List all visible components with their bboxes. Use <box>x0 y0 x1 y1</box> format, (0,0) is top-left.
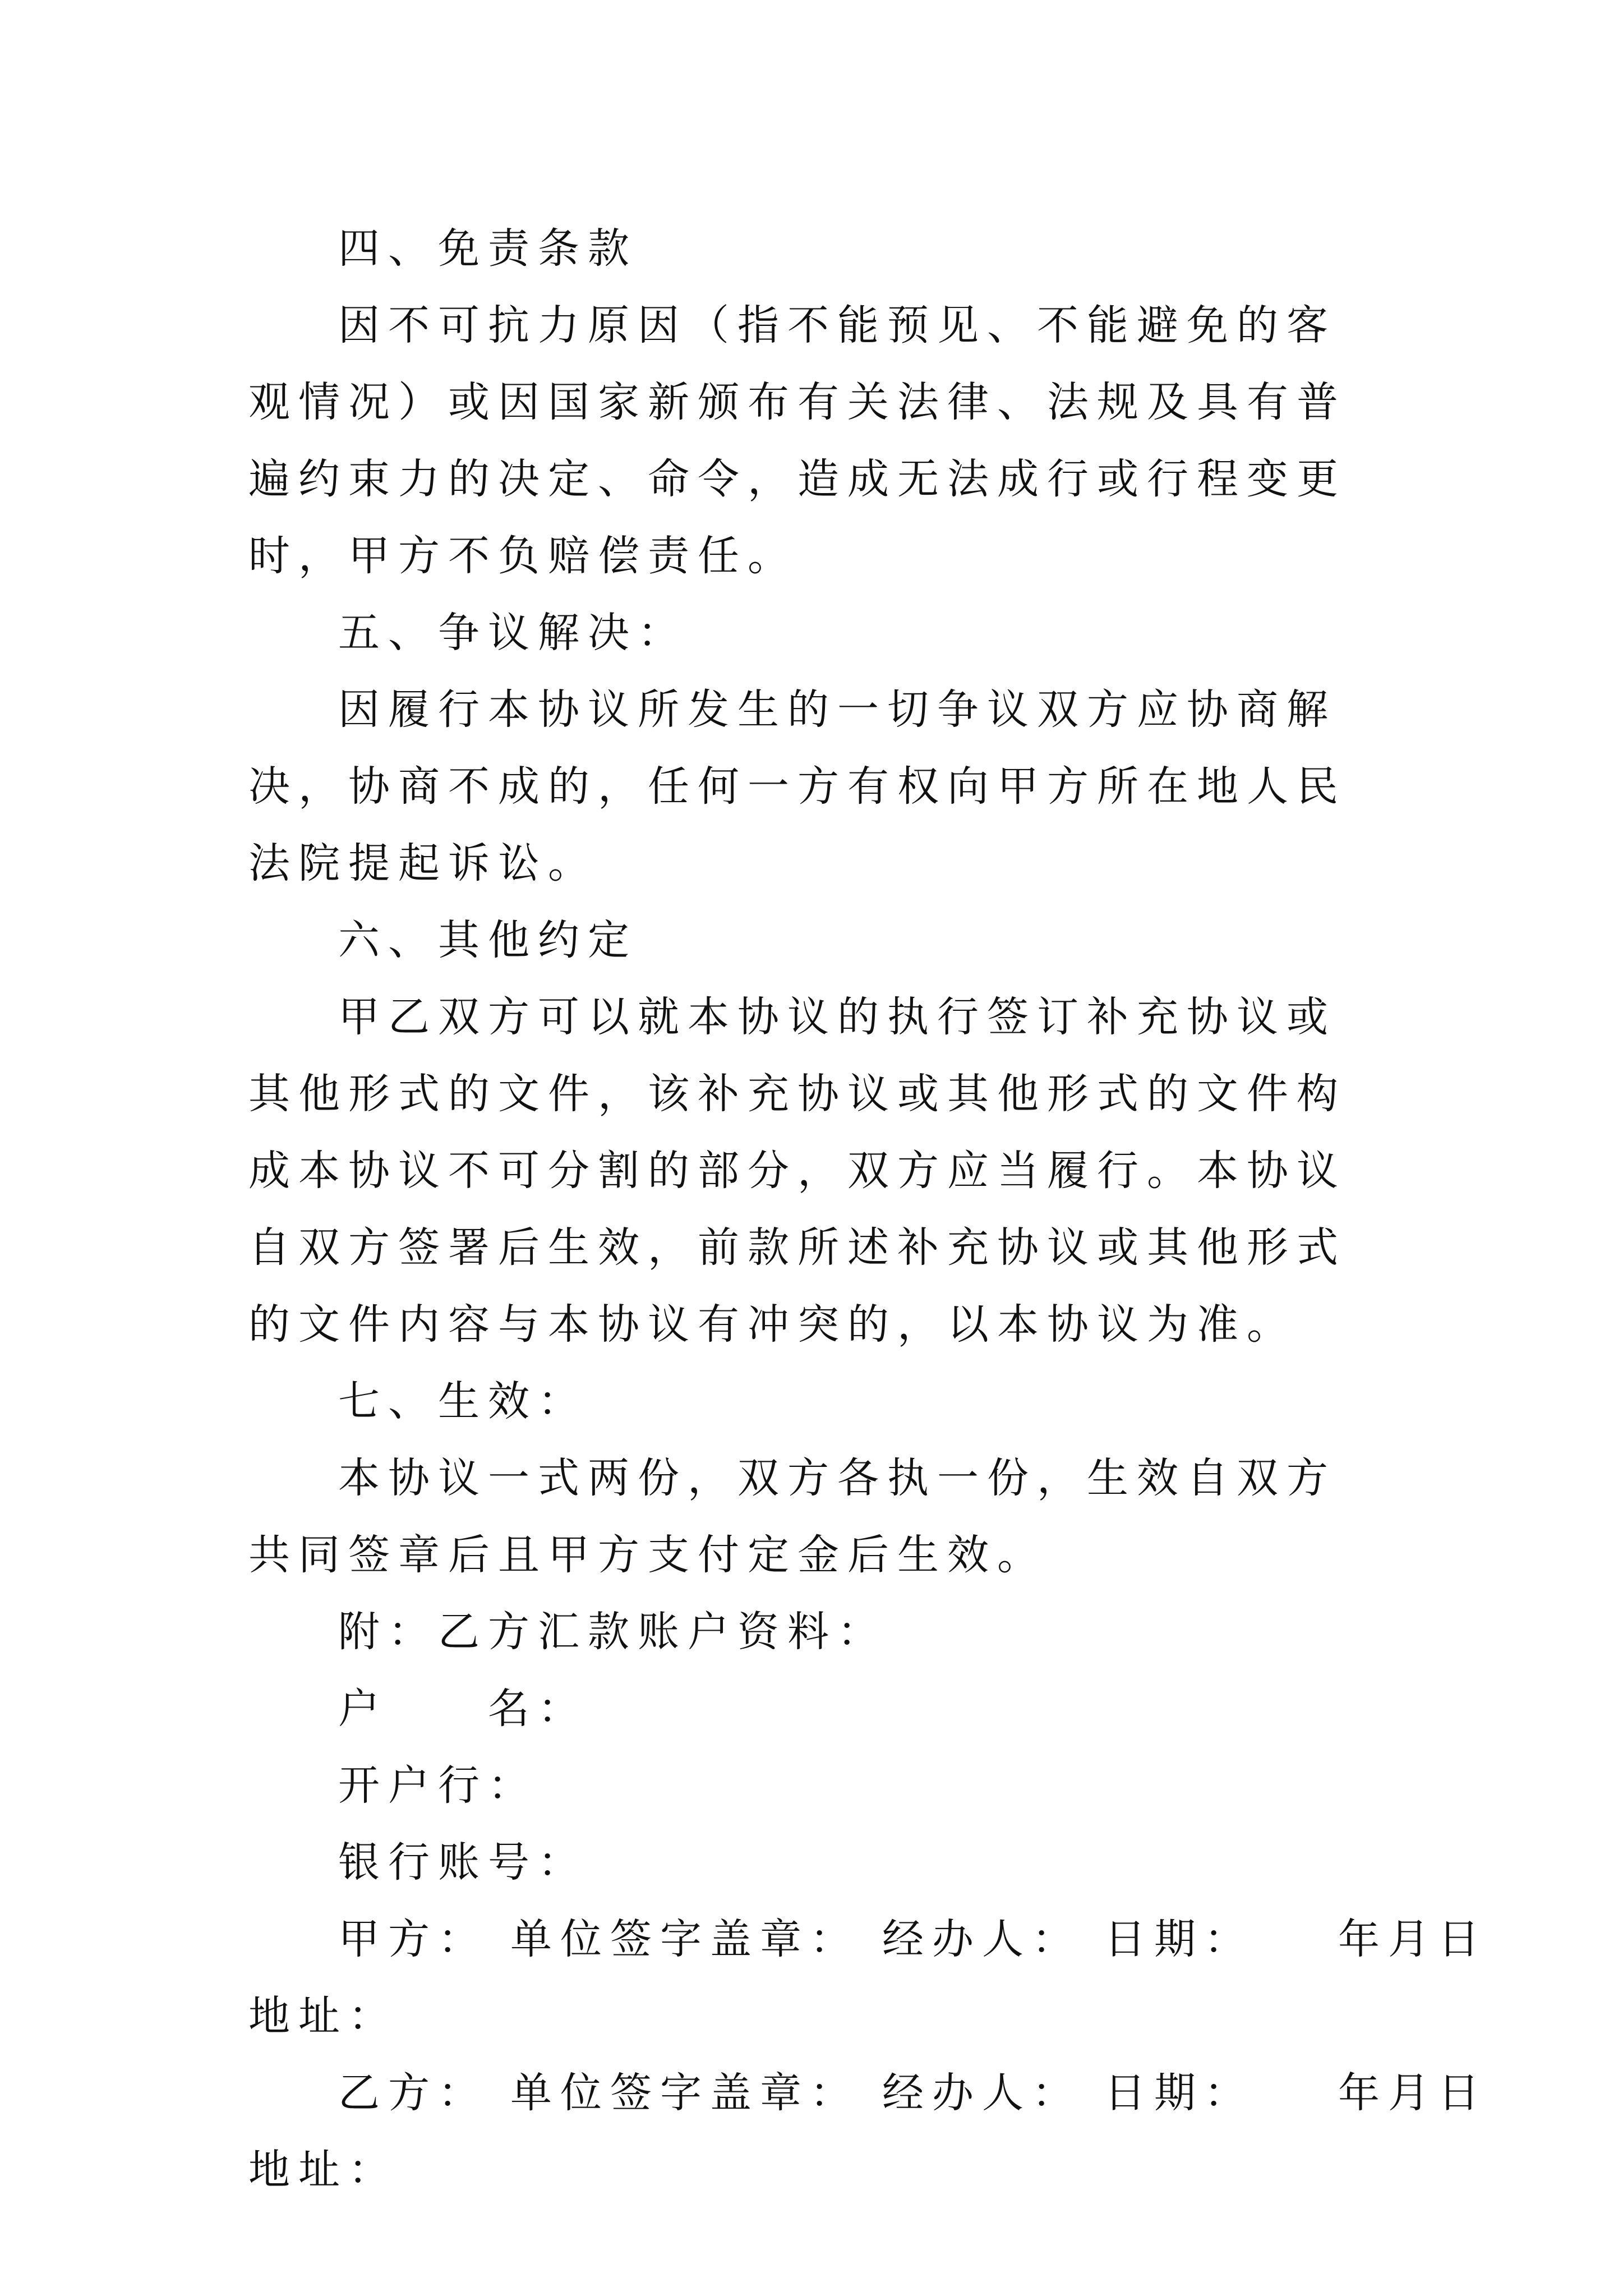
party-a-date-label: 日期： <box>1104 1915 1254 1963</box>
section-7-body: 本协议一式两份，双方各执一份，生效自双方共同签章后且甲方支付定金后生效。 <box>248 1454 1336 1579</box>
section-6-body: 甲乙双方可以就本协议的执行签订补充协议或其他形式的文件，该补充协议或其他形式的文件构成本协议不可分割的部分，双方应当履行。本协议自双方签署后生效，前款所述补充协议或其他形式的文件内容与本协议有冲突的，以本协议为准。 <box>248 993 1347 1349</box>
party-a-seal-label: 单位签字盖章： <box>510 1915 860 1963</box>
party-b-address-label: 地址： <box>248 2146 398 2194</box>
account-name-label: 户 名： <box>338 1685 588 1733</box>
bank-label: 开户行： <box>338 1761 538 1810</box>
section-4-body: 因不可抗力原因（指不能预见、不能避免的客观情况）或因国家新颁布有关法律、法规及具有普遍约束力的决定、命令，造成无法成行或行程变更时，甲方不负赔偿责任。 <box>248 301 1347 580</box>
party-b-handler-label: 经办人： <box>882 2069 1082 2117</box>
party-a-address-label: 地址： <box>248 1992 398 2040</box>
appendix-title: 附：乙方汇款账户资料： <box>338 1608 887 1656</box>
account-number-label: 银行账号： <box>338 1838 588 1887</box>
party-b-date-label: 日期： <box>1104 2069 1254 2117</box>
section-5-title: 五、争议解决： <box>338 609 688 657</box>
agreement-text <box>248 210 1488 2208</box>
party-a-date-value: 年月日 <box>1338 1915 1488 1963</box>
section-6-title: 六、其他约定 <box>338 916 638 964</box>
party-a-label: 甲方： <box>338 1915 488 1963</box>
section-4-title: 四、免责条款 <box>338 224 638 273</box>
party-b-seal-label: 单位签字盖章： <box>510 2069 860 2117</box>
party-a-handler-label: 经办人： <box>882 1915 1082 1963</box>
party-b-signature-line <box>248 2055 1488 2132</box>
party-b-label: 乙方： <box>338 2069 488 2117</box>
section-7-title: 七、生效： <box>338 1377 588 1425</box>
party-b-date-value: 年月日 <box>1338 2069 1488 2117</box>
section-5-body: 因履行本协议所发生的一切争议双方应协商解决，协商不成的，任何一方有权向甲方所在地人民法院提起诉讼。 <box>248 685 1347 887</box>
party-a-signature-line <box>248 1901 1488 1978</box>
